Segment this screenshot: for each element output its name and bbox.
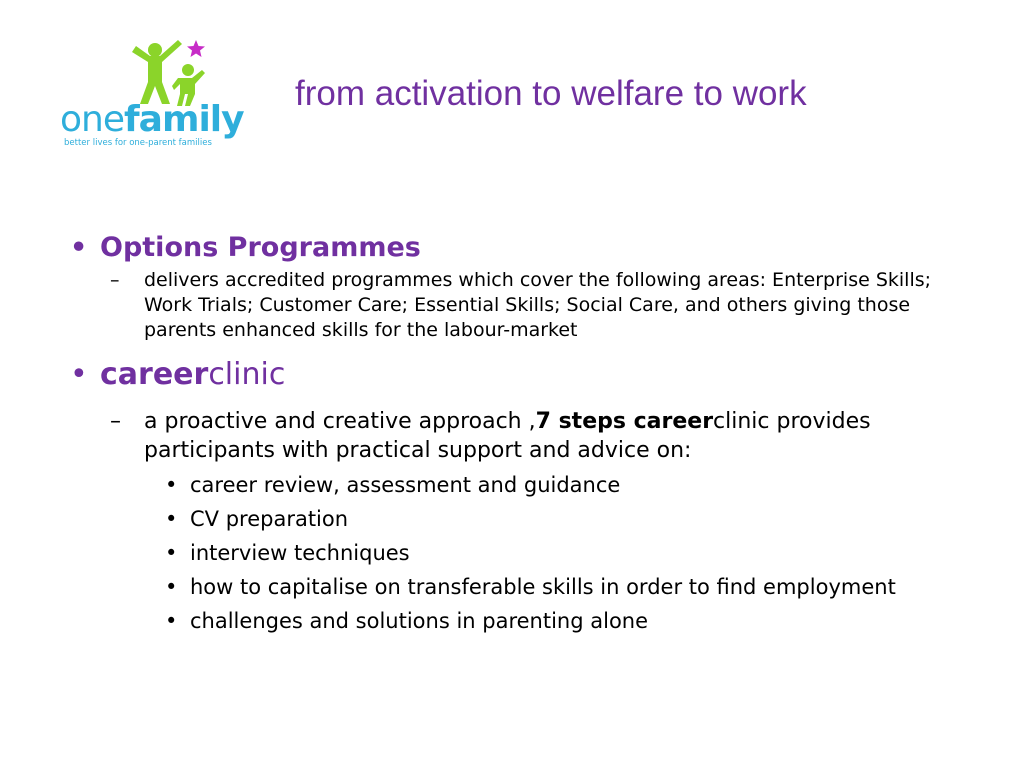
bullet: •	[165, 473, 178, 497]
logo-wordmark	[60, 100, 244, 140]
bullet: •	[165, 541, 178, 565]
section-heading: Options Programmes	[100, 232, 421, 263]
sub-item	[60, 407, 934, 465]
section-heading-rest: clinic	[208, 357, 286, 392]
list-item	[60, 471, 910, 499]
list-item-text: CV preparation	[190, 507, 349, 531]
section-options-programmes	[60, 228, 960, 268]
list-item-text: career review, assessment and guidance	[190, 473, 621, 497]
list-item-text: how to capitalise on transferable skills in order to find employment	[190, 575, 896, 599]
list-item-text: interview techniques	[190, 541, 410, 565]
dash: –	[110, 409, 121, 434]
sub-item	[60, 268, 934, 343]
bullet: •	[70, 232, 88, 263]
sub-item-text-bold: 7 steps career	[535, 409, 714, 434]
logo-word-one: one	[60, 99, 124, 140]
sub-item-text-before: a proactive and creative approach ,	[144, 409, 536, 434]
logo-tagline: better lives for one-parent families	[64, 138, 212, 148]
slide-title: from activation to welfare to work	[295, 74, 807, 113]
list-item	[60, 573, 910, 601]
list-item	[60, 539, 910, 567]
list-item	[60, 607, 910, 635]
bullet: •	[165, 507, 178, 531]
list-item-text: challenges and solutions in parenting alone	[190, 609, 649, 633]
bullet: •	[165, 575, 178, 599]
sub-item-text: delivers accredited programmes which cover the following areas: Enterprise Skills; Work Trials; Customer Care; Essential Skills; Social Care, and others giving those parents enhanced skills for the labour-market	[144, 269, 932, 341]
list-item	[60, 505, 910, 533]
family-figures-icon	[130, 38, 230, 108]
section-careerclinic	[60, 353, 960, 397]
slide-body	[60, 228, 960, 635]
logo-word-family: family	[124, 99, 244, 140]
dash: –	[110, 269, 120, 291]
bullet: •	[165, 609, 178, 633]
section-heading-bold: career	[100, 357, 209, 392]
points-list	[60, 471, 960, 635]
bullet: •	[70, 357, 88, 392]
onefamily-logo	[60, 38, 250, 153]
sub-item-text-after: clinic provides participants with practical support and advice on:	[144, 409, 871, 463]
